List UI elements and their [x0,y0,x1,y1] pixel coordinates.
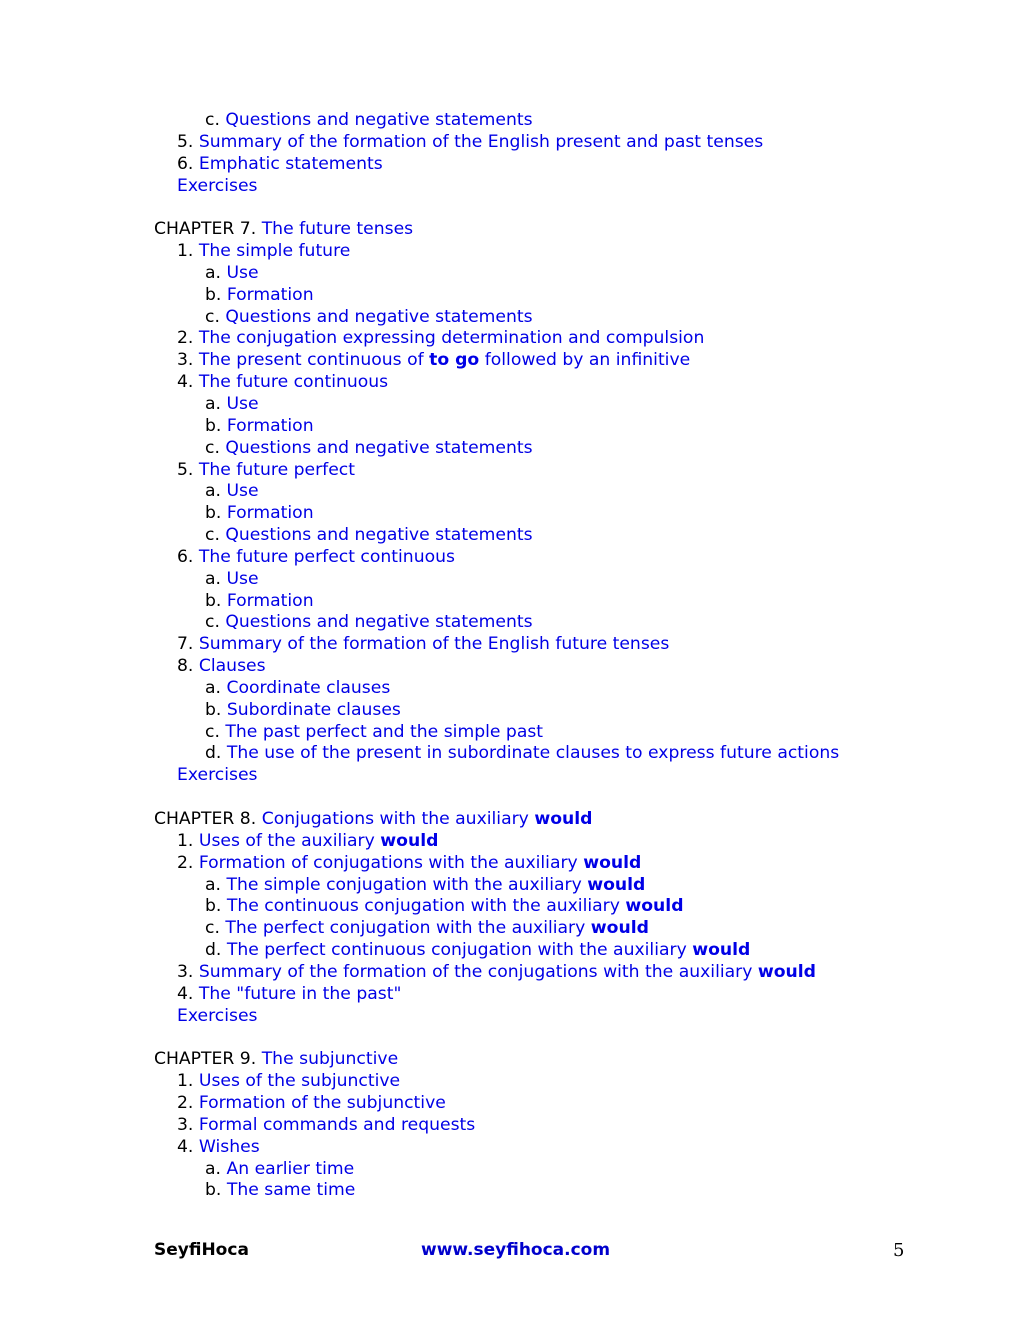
toc-entry-keyword: would [583,852,642,873]
toc-entry-link[interactable] [177,1006,257,1026]
section-gap [154,787,934,809]
toc-entry [154,569,934,591]
toc-entry [154,678,934,700]
toc-entry [154,875,934,897]
toc-entry-marker: 2. [177,852,194,873]
toc-entry-link[interactable] [199,154,383,174]
toc-entry-link[interactable] [199,984,401,1004]
toc-entry [154,503,934,525]
toc-entry-link[interactable] [262,1049,398,1069]
toc-entry-marker: b. [205,896,222,917]
toc-entry-marker: b. [205,699,222,720]
toc-entry [154,1093,934,1115]
toc-entry-link[interactable] [199,962,816,982]
toc-entry-marker: 4. [177,1136,194,1157]
toc-entry-text: Subordinate clauses [226,699,401,720]
toc-entry-link[interactable] [199,1115,475,1135]
toc-entry-text: The simple future [198,241,351,262]
toc-entry-link[interactable] [226,481,258,501]
toc-entry [154,984,934,1006]
toc-entry-text: The present continuous of [198,350,430,371]
toc-entry [154,438,934,460]
toc-entry-marker: c. [205,110,220,130]
toc-entry-text: Wishes [198,1136,260,1157]
toc-entry [154,416,934,438]
footer-url-link[interactable]: www.seyfihoca.com [421,1240,611,1260]
toc-entry [154,460,934,482]
toc-entry-marker: c. [205,721,220,742]
toc-entry-text: The future tenses [261,219,414,240]
toc-entry-text: Formation [226,503,314,524]
toc-entry [154,307,934,329]
table-of-contents [154,110,934,1202]
toc-entry [154,831,934,853]
toc-entry-text: Use [226,568,259,589]
toc-entry-text: Use [226,262,259,283]
toc-entry [154,940,934,962]
toc-entry-text: The same time [226,1180,356,1201]
toc-entry-text: The use of the present in subordinate clauses to express future actions [226,743,840,764]
toc-entry [154,743,934,765]
toc-entry-marker: 8. [177,656,194,677]
toc-entry-text: Questions and negative statements [225,306,533,327]
toc-entry [154,328,934,350]
toc-entry [154,1159,934,1181]
toc-entry-marker: a. [205,677,221,698]
toc-entry-marker: 1. [177,241,194,262]
toc-entry-text: Exercises [177,765,258,786]
toc-entry-link[interactable] [199,634,669,654]
toc-entry-marker: 7. [177,634,194,655]
section-gap [154,197,934,219]
toc-entry-link[interactable] [227,285,314,305]
toc-entry-link[interactable] [225,722,543,742]
toc-entry-marker: 4. [177,983,194,1004]
toc-entry-marker: d. [205,940,222,961]
toc-entry-text: Questions and negative statements [225,110,533,130]
toc-entry-link[interactable] [226,394,258,414]
toc-entry [154,547,934,569]
toc-entry-link[interactable] [225,525,532,545]
toc-entry-marker: 1. [177,1071,194,1092]
toc-entry [154,722,934,744]
toc-entry [154,591,934,613]
toc-entry-marker: 4. [177,372,194,393]
toc-entry-link[interactable] [227,896,684,916]
toc-entry-link[interactable] [262,219,413,239]
toc-entry-marker: a. [205,874,221,895]
toc-entry-link[interactable] [227,700,401,720]
toc-entry-text: Conjugations with the auxiliary [261,809,535,829]
toc-entry [154,1006,934,1028]
toc-entry [154,634,934,656]
toc-entry [154,372,934,394]
toc-entry [154,350,934,372]
toc-entry-text: Exercises [177,1005,258,1026]
toc-entry [154,176,934,198]
toc-entry-marker: b. [205,284,222,305]
toc-entry-text: The future continuous [198,372,389,393]
toc-chapter-heading [154,809,934,831]
chapter-label: CHAPTER 8. [154,809,257,829]
toc-entry-keyword: would [534,809,593,829]
toc-entry-marker: c. [205,306,220,327]
toc-entry-marker: a. [205,1158,221,1179]
footer-author: SeyfiHoca [154,1240,249,1260]
toc-entry-link[interactable] [199,460,355,480]
toc-entry-marker: 1. [177,830,194,851]
toc-entry-text: Formation [226,415,314,436]
toc-entry-marker: 3. [177,350,194,371]
toc-entry-text: The subjunctive [261,1049,399,1070]
toc-entry-marker: 5. [177,459,194,480]
toc-entry-link[interactable] [225,438,532,458]
toc-entry-link[interactable] [227,940,750,960]
toc-entry-text: Summary of the formation of the conjugations with the auxiliary [198,961,758,982]
toc-entry-link[interactable] [199,241,350,261]
toc-entry-marker: c. [205,918,220,939]
toc-entry-marker: b. [205,503,222,524]
toc-entry-link[interactable] [225,110,532,130]
toc-entry-link[interactable] [227,503,314,523]
toc-entry-text: Formal commands and requests [198,1114,476,1135]
toc-entry-marker: 2. [177,1092,194,1113]
toc-entry-link[interactable] [199,831,439,851]
toc-entry-marker: a. [205,481,221,502]
toc-entry-link[interactable] [199,1093,446,1113]
toc-entry-marker: c. [205,612,220,633]
toc-entry-link[interactable] [225,307,532,327]
toc-chapter-heading [154,1049,934,1071]
toc-entry-keyword: to go [429,350,480,371]
toc-entry [154,241,934,263]
toc-entry-marker: b. [205,590,222,611]
toc-entry [154,918,934,940]
toc-entry [154,1115,934,1137]
toc-entry-text: The future perfect continuous [198,546,455,567]
toc-entry-text: The continuous conjugation with the auxiliary [226,896,626,917]
toc-entry-text: The past perfect and the simple past [225,721,544,742]
toc-entry [154,394,934,416]
toc-entry-text: Summary of the formation of the English present and past tenses [198,131,764,152]
toc-entry-link[interactable] [225,918,649,938]
toc-entry-link[interactable] [199,328,704,348]
toc-entry-link[interactable] [199,1137,260,1157]
toc-entry-link[interactable] [226,678,390,698]
toc-entry-text: Formation [226,284,314,305]
toc-entry-link[interactable] [226,875,645,895]
toc-entry-marker: c. [205,525,220,546]
toc-entry-text: Formation of conjugations with the auxiliary [198,852,584,873]
toc-entry-text: Questions and negative statements [225,525,533,546]
toc-entry-marker: b. [205,415,222,436]
toc-entry-link[interactable] [199,853,641,873]
toc-entry-marker: b. [205,1180,222,1201]
page-footer [0,1240,1020,1266]
toc-entry-link[interactable] [199,547,455,567]
toc-entry [154,481,934,503]
toc-entry [154,1180,934,1202]
toc-entry-link[interactable] [226,1159,354,1179]
toc-entry-text: The conjugation expressing determination and compulsion [198,328,705,349]
toc-entry-text: Exercises [177,175,258,196]
toc-entry-text: Emphatic statements [198,153,383,174]
toc-entry-text: An earlier time [226,1158,355,1179]
toc-entry-text: The "future in the past" [198,983,402,1004]
toc-entry-marker: 6. [177,546,194,567]
toc-entry-link[interactable] [225,612,532,632]
toc-entry-keyword: would [692,940,751,961]
toc-entry-link[interactable] [226,569,258,589]
toc-entry [154,962,934,984]
toc-entry-link[interactable] [227,416,314,436]
toc-entry [154,154,934,176]
toc-entry-text: Questions and negative statements [225,612,533,633]
toc-entry-keyword: would [757,961,816,982]
toc-entry [154,765,934,787]
toc-entry-text: Coordinate clauses [226,677,391,698]
toc-entry [154,612,934,634]
toc-entry [154,853,934,875]
toc-entry-link[interactable] [177,176,257,196]
toc-entry-marker: a. [205,568,221,589]
toc-entry-text: Formation of the subjunctive [198,1092,446,1113]
toc-entry-link[interactable] [226,263,258,283]
toc-entry [154,285,934,307]
toc-entry [154,896,934,918]
toc-entry-link[interactable] [199,350,690,370]
chapter-label: CHAPTER 9. [154,1049,257,1070]
toc-entry-text: The simple conjugation with the auxiliary [226,874,588,895]
toc-entry-marker: c. [205,437,220,458]
toc-entry [154,110,934,132]
toc-entry-marker: a. [205,393,221,414]
toc-entry [154,263,934,285]
toc-entry-marker: 3. [177,1114,194,1135]
toc-entry-marker: 3. [177,961,194,982]
toc-entry-link[interactable] [227,1180,356,1200]
toc-entry-text: Formation [226,590,314,611]
toc-entry-keyword: would [380,830,439,851]
toc-entry-link[interactable] [199,132,763,152]
toc-entry-marker: a. [205,262,221,283]
toc-entry-link[interactable] [199,656,266,676]
chapter-label: CHAPTER 7. [154,219,257,240]
toc-entry-link[interactable] [227,591,314,611]
toc-entry-text: The future perfect [198,459,355,480]
toc-entry-keyword: would [587,874,646,895]
toc-entry [154,700,934,722]
toc-entry-marker: 5. [177,131,194,152]
toc-entry-text: Uses of the subjunctive [198,1071,401,1092]
toc-entry-link[interactable] [227,743,839,763]
toc-entry-text: followed by an infinitive [479,350,691,371]
toc-entry-link[interactable] [177,765,257,785]
toc-entry-text: Uses of the auxiliary [198,830,381,851]
toc-entry-text: The perfect conjugation with the auxiliary [225,918,591,939]
toc-entry-keyword: would [590,918,649,939]
toc-entry [154,132,934,154]
toc-entry-link[interactable] [262,809,593,829]
toc-entry [154,1137,934,1159]
toc-entry-text: Use [226,481,259,502]
toc-entry [154,525,934,547]
toc-entry-text: The perfect continuous conjugation with the auxiliary [226,940,693,961]
toc-entry-marker: 6. [177,153,194,174]
toc-entry-text: Questions and negative statements [225,437,533,458]
toc-entry-marker: 2. [177,328,194,349]
toc-entry-link[interactable] [199,372,388,392]
section-gap [154,1027,934,1049]
toc-entry [154,1071,934,1093]
toc-chapter-heading [154,219,934,241]
page-number: 5 [893,1240,905,1261]
toc-entry-text: Summary of the formation of the English future tenses [198,634,670,655]
toc-entry-keyword: would [625,896,684,917]
toc-entry [154,656,934,678]
toc-entry-marker: d. [205,743,222,764]
toc-entry-text: Clauses [198,656,266,677]
toc-entry-link[interactable] [199,1071,400,1091]
toc-entry-text: Use [226,393,259,414]
